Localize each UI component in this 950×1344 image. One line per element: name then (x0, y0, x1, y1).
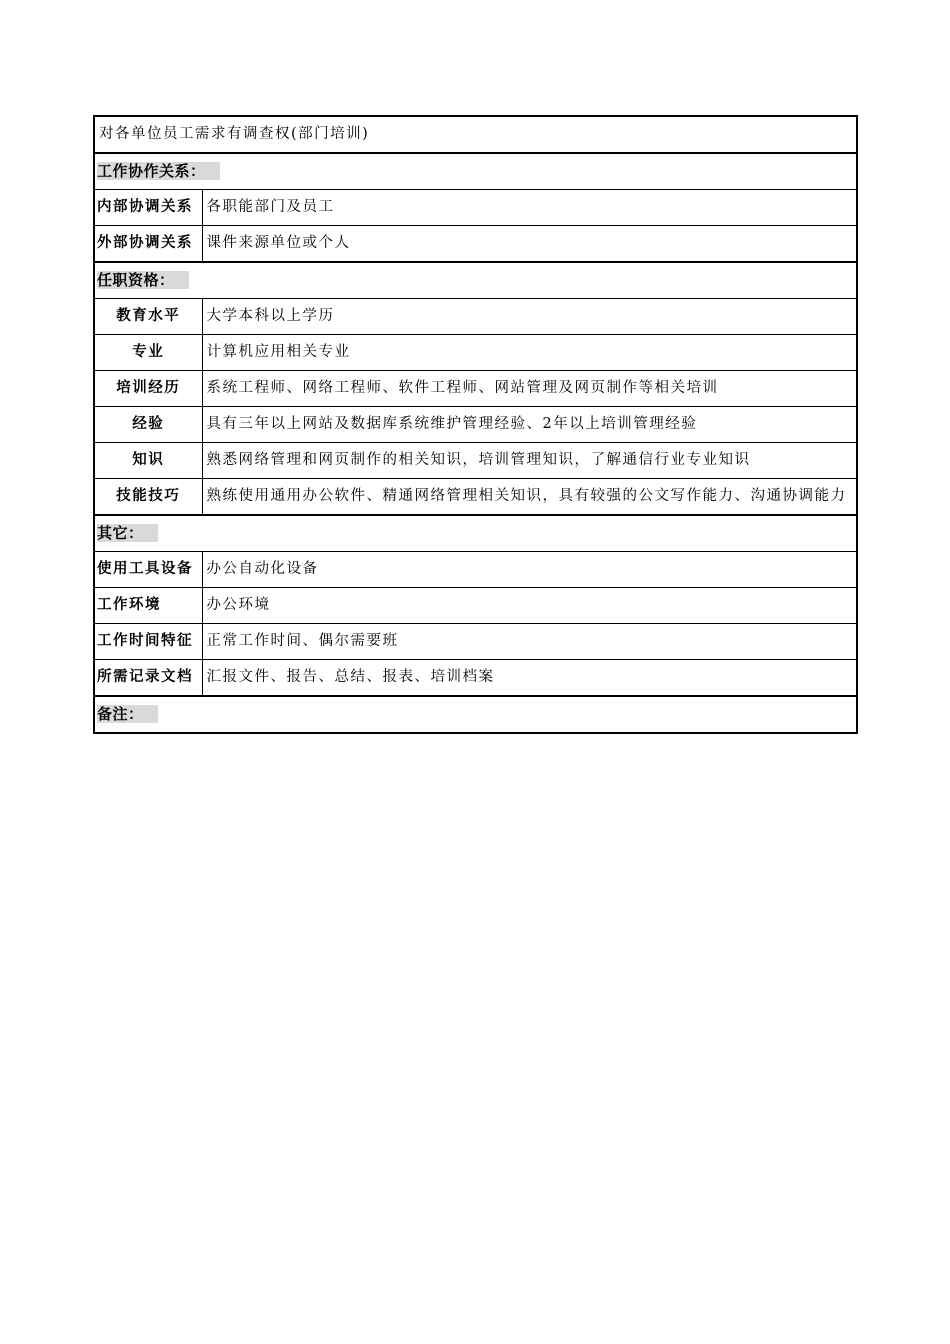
authority-row (94, 116, 857, 153)
qual-value-experience: 具有三年以上网站及数据库系统维护管理经验、2年以上培训管理经验 (202, 407, 857, 443)
qual-row-major (94, 335, 857, 371)
job-description-table (93, 115, 858, 734)
collaboration-heading: 工作协作关系： (97, 162, 220, 180)
qual-value-major: 计算机应用相关专业 (202, 335, 857, 371)
qual-value-knowledge: 熟悉网络管理和网页制作的相关知识，培训管理知识，了解通信行业专业知识 (202, 443, 857, 479)
collab-value-external: 课件来源单位或个人 (202, 226, 857, 263)
remarks-heading: 备注： (97, 705, 158, 723)
qual-label-education: 教育水平 (94, 299, 202, 335)
qual-label-major: 专业 (94, 335, 202, 371)
qual-label-experience: 经验 (94, 407, 202, 443)
other-label-environment: 工作环境 (94, 588, 202, 624)
collab-label-external: 外部协调关系 (94, 226, 202, 263)
collab-row-internal (94, 190, 857, 226)
other-value-tools: 办公自动化设备 (202, 552, 857, 588)
other-value-hours: 正常工作时间、偶尔需要班 (202, 624, 857, 660)
authority-text: 对各单位员工需求有调查权(部门培训) (94, 116, 857, 153)
qual-label-training: 培训经历 (94, 371, 202, 407)
other-value-documents: 汇报文件、报告、总结、报表、培训档案 (202, 660, 857, 697)
collab-row-external (94, 226, 857, 263)
qualifications-heading: 任职资格： (97, 271, 189, 289)
qual-label-knowledge: 知识 (94, 443, 202, 479)
other-value-environment: 办公环境 (202, 588, 857, 624)
qual-value-training: 系统工程师、网络工程师、软件工程师、网站管理及网页制作等相关培训 (202, 371, 857, 407)
other-label-tools: 使用工具设备 (94, 552, 202, 588)
collab-label-internal: 内部协调关系 (94, 190, 202, 226)
collab-value-internal: 各职能部门及员工 (202, 190, 857, 226)
remarks-section-header (94, 696, 857, 733)
other-row-tools (94, 552, 857, 588)
qualifications-section-header (94, 262, 857, 299)
collaboration-section-header (94, 153, 857, 190)
qual-row-education (94, 299, 857, 335)
other-row-documents (94, 660, 857, 697)
qual-value-education: 大学本科以上学历 (202, 299, 857, 335)
qual-label-skills: 技能技巧 (94, 479, 202, 516)
qual-row-experience (94, 407, 857, 443)
other-section-header (94, 515, 857, 552)
other-row-environment (94, 588, 857, 624)
qual-row-training (94, 371, 857, 407)
other-row-hours (94, 624, 857, 660)
qual-row-knowledge (94, 443, 857, 479)
qual-row-skills (94, 479, 857, 516)
qual-value-skills: 熟练使用通用办公软件、精通网络管理相关知识，具有较强的公文写作能力、沟通协调能力 (202, 479, 857, 516)
other-heading: 其它： (97, 524, 158, 542)
other-label-documents: 所需记录文档 (94, 660, 202, 697)
other-label-hours: 工作时间特征 (94, 624, 202, 660)
